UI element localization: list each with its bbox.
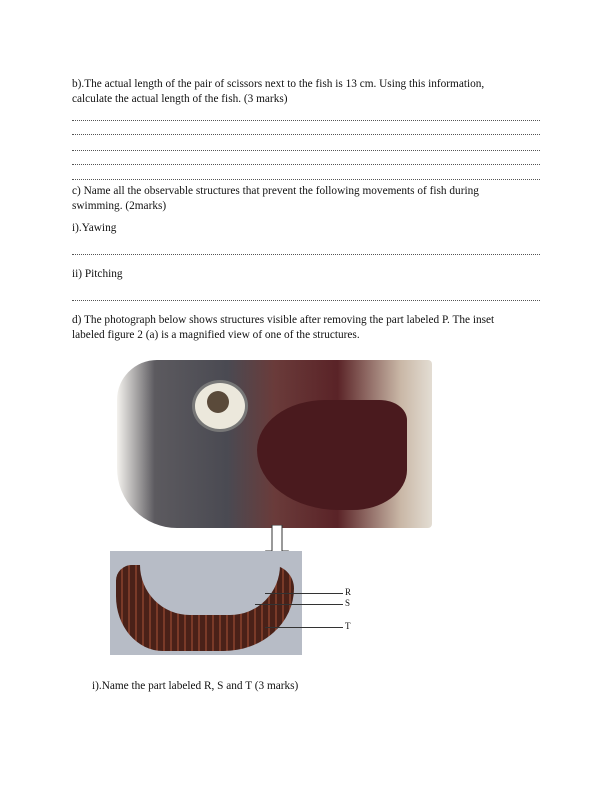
question-d-text-2: labeled figure 2 (a) is a magnified view of one of the structures. bbox=[72, 329, 360, 341]
label-r: R bbox=[345, 587, 352, 597]
question-b-text-2: calculate the actual length of the fish. (3 marks) bbox=[72, 93, 288, 105]
pointer-line-r bbox=[265, 593, 343, 594]
question-d-part-i: i).Name the part labeled R, S and T (3 marks) bbox=[92, 680, 299, 692]
question-c-yawing: i).Yawing bbox=[72, 222, 117, 234]
pointer-line-s bbox=[255, 604, 343, 605]
question-c-text-2: swimming. (2marks) bbox=[72, 200, 167, 212]
answer-line[interactable] bbox=[72, 120, 540, 121]
gill-cavity bbox=[257, 400, 407, 510]
label-s: S bbox=[345, 598, 351, 608]
question-b-text: b).The actual length of the pair of scissors next to the fish is 13 cm. Using this information, bbox=[72, 78, 485, 90]
answer-line[interactable] bbox=[72, 134, 540, 135]
answer-line[interactable] bbox=[72, 150, 540, 151]
fish-eye bbox=[192, 380, 248, 432]
answer-line[interactable] bbox=[72, 254, 540, 255]
fish-head-photo bbox=[117, 360, 432, 528]
question-c-text: c) Name all the observable structures that prevent the following movements of fish during bbox=[72, 185, 479, 197]
question-c-pitching: ii) Pitching bbox=[72, 268, 123, 280]
answer-line[interactable] bbox=[72, 300, 540, 301]
answer-line[interactable] bbox=[72, 179, 540, 180]
label-t: T bbox=[345, 621, 351, 631]
gill-inset-photo bbox=[110, 551, 302, 655]
question-d-text: d) The photograph below shows structures visible after removing the part labeled P. The inset bbox=[72, 314, 495, 326]
pointer-line-t bbox=[265, 627, 343, 628]
answer-line[interactable] bbox=[72, 164, 540, 165]
